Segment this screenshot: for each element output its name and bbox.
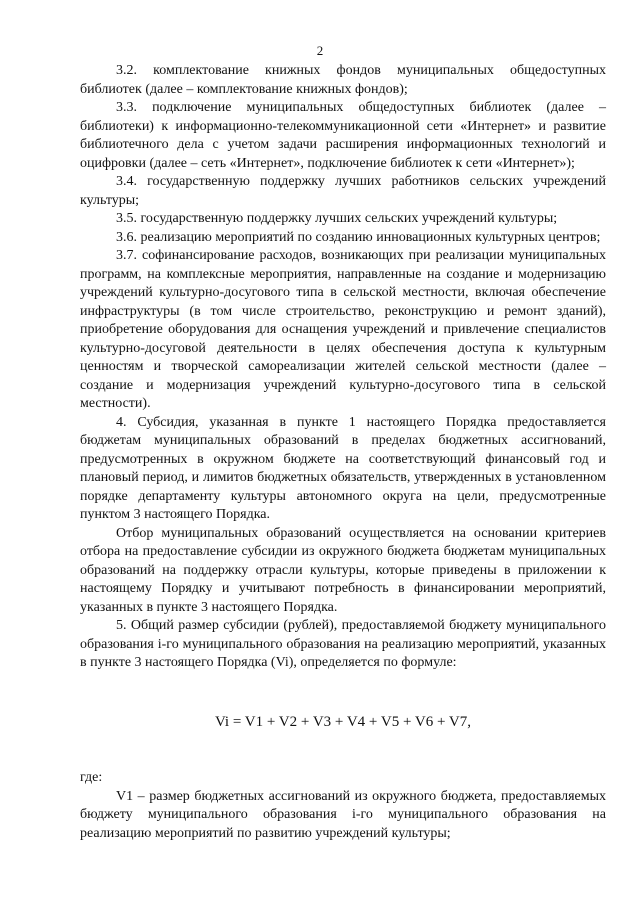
paragraph-3-7: 3.7. софинансирование расходов, возникающих при реализации муниципальных программ, на комплексные мероприятия, направленные на создание и модернизацию учреждений культурно-досугового типа в сельской местности, включая обеспечение инфраструктуры (в том числе строительство, реконструкцию и ремонт зданий), приобретение оборудования для оснащения учреждений и привлечение специалистов культурно-досуговой деятельности в целях обеспечения доступа к культурным ценностям и творческой самореализации жителей сельской местности (далее – создание и модернизация учреждений культурно-досугового типа в сельской местности). xyxy=(80,248,606,411)
formula-where-label: где: xyxy=(80,770,103,785)
document-body xyxy=(80,62,606,843)
paragraph-selection: Отбор муниципальных образований осуществляется на основании критериев отбора на предоставление субсидии из окружного бюджета бюджетам муниципальных образований на поддержку отрасли культуры, которые приведены в приложении к настоящему Порядку и учитывают потребность в финансировании мероприятий, указанных в пункте 3 настоящего Порядка. xyxy=(80,525,606,615)
paragraph-v1-definition: V1 – размер бюджетных ассигнований из окружного бюджета, предоставляемых бюджету муниципального образования i-го муниципального образования на реализацию мероприятий по развитию учреждений культуры; xyxy=(80,788,606,841)
formula: Vi = V1 + V2 + V3 + V4 + V5 + V6 + V7, xyxy=(215,713,471,730)
paragraph-3-2: 3.2. комплектование книжных фондов муниципальных общедоступных библиотек (далее – комплектование книжных фондов); xyxy=(80,63,606,97)
page-number: 2 xyxy=(316,43,324,58)
paragraph-3-6: 3.6. реализацию мероприятий по созданию инновационных культурных центров; xyxy=(116,229,601,245)
paragraph-4: 4. Субсидия, указанная в пункте 1 настоящего Порядка предоставляется бюджетам муниципальных образований в пределах бюджетных ассигнований, предусмотренных в окружном бюджете на соответствующий финансовый год и плановый период, и лимитов бюджетных обязательств, утвержденных в установленном порядке департаменту культуры автономного округа на цели, предусмотренные пунктом 3 настоящего Порядка. xyxy=(80,414,606,522)
paragraph-3-3: 3.3. подключение муниципальных общедоступных библиотек (далее – библиотеки) к информационно-телекоммуникационной сети «Интернет» и развитие библиотечного дела с учетом задачи расширения информационных технологий и оцифровки (далее – сеть «Интернет», подключение библиотек к сети «Интернет»); xyxy=(80,100,606,171)
paragraph-3-5: 3.5. государственную поддержку лучших сельских учреждений культуры; xyxy=(116,211,558,226)
paragraph-3-4: 3.4. государственную поддержку лучших работников сельских учреждений культуры; xyxy=(80,174,606,208)
paragraph-5: 5. Общий размер субсидии (рублей), предоставляемой бюджету муниципального образования i-го муниципального образования на реализацию мероприятий, указанных в пункте 3 настоящего Порядка (Vi), определяется по формуле: xyxy=(80,618,606,670)
